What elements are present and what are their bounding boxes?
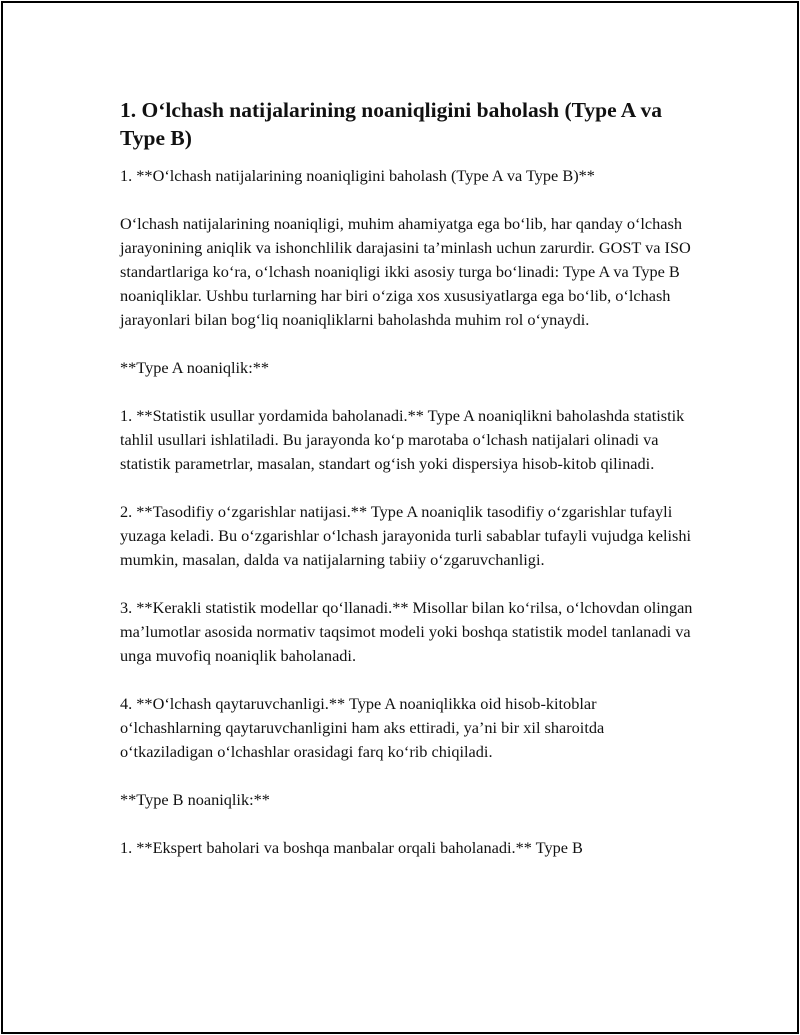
document-body (120, 96, 695, 884)
page (1, 1, 799, 1034)
paragraph-type-a-item-3: 3. **Kerakli statistik modellar qoʻllanadi.** Misollar bilan koʻrilsa, oʻlchovdan olingan maʼlumotlar asosida normativ taqsimot modeli yoki boshqa statistik model tanlanadi va unga muvofiq noaniqlik baholanadi. (120, 598, 693, 665)
paragraph-title-repeat: 1. **Oʻlchash natijalarining noaniqligini baholash (Type A va Type B)** (120, 166, 595, 185)
paragraph-type-a-item-2: 2. **Tasodifiy oʻzgarishlar natijasi.** Type A noaniqlik tasodifiy oʻzgarishlar tufayli yuzaga keladi. Bu oʻzgarishlar oʻlchash jarayonida turli sabablar tufayli vujudga kelishi mumkin, masalan, dalda va natijalarning tabiiy oʻzgaruvchanligi. (120, 502, 692, 569)
paragraph-type-b-item-1: 1. **Ekspert baholari va boshqa manbalar orqali baholanadi.** Type B (120, 838, 583, 857)
paragraph-type-a-item-4: 4. **Oʻlchash qaytaruvchanligi.** Type A noaniqlikka oid hisob-kitoblar oʻlchashlarning qaytaruvchanligini ham aks ettiradi, yaʼni bir xil sharoitda oʻtkaziladigan oʻlchashlar orasidagi farq koʻrib chiqiladi. (120, 694, 605, 761)
document-heading: 1. Oʻlchash natijalarining noaniqligini baholash (Type A va Type B) (120, 98, 663, 150)
section-label-type-b: **Type B noaniqlik:** (120, 790, 270, 809)
section-label-type-a: **Type A noaniqlik:** (120, 358, 270, 377)
paragraph-type-a-item-1: 1. **Statistik usullar yordamida baholanadi.** Type A noaniqlikni baholashda statistik tahlil usullari ishlatiladi. Bu jarayonda koʻp marotaba oʻlchash natijalari olinadi va statistik parametrlar, masalan, standart ogʻish yoki dispersiya hisob-kitob qilinadi. (120, 406, 685, 473)
paragraph-intro: Oʻlchash natijalarining noaniqligi, muhim ahamiyatga ega boʻlib, har qanday oʻlchash jarayonining aniqlik va ishonchlilik darajasini taʼminlash uchun zarurdir. GOST va ISO standartlariga koʻra, oʻlchash noaniqligi ikki asosiy turga boʻlinadi: Type A va Type B noaniqliklar. Ushbu turlarning har biri oʻziga xos xususiyatlarga ega boʻlib, oʻlchash jarayonlari bilan bogʻliq noaniqliklarni baholashda muhim rol oʻynaydi. (120, 214, 691, 329)
